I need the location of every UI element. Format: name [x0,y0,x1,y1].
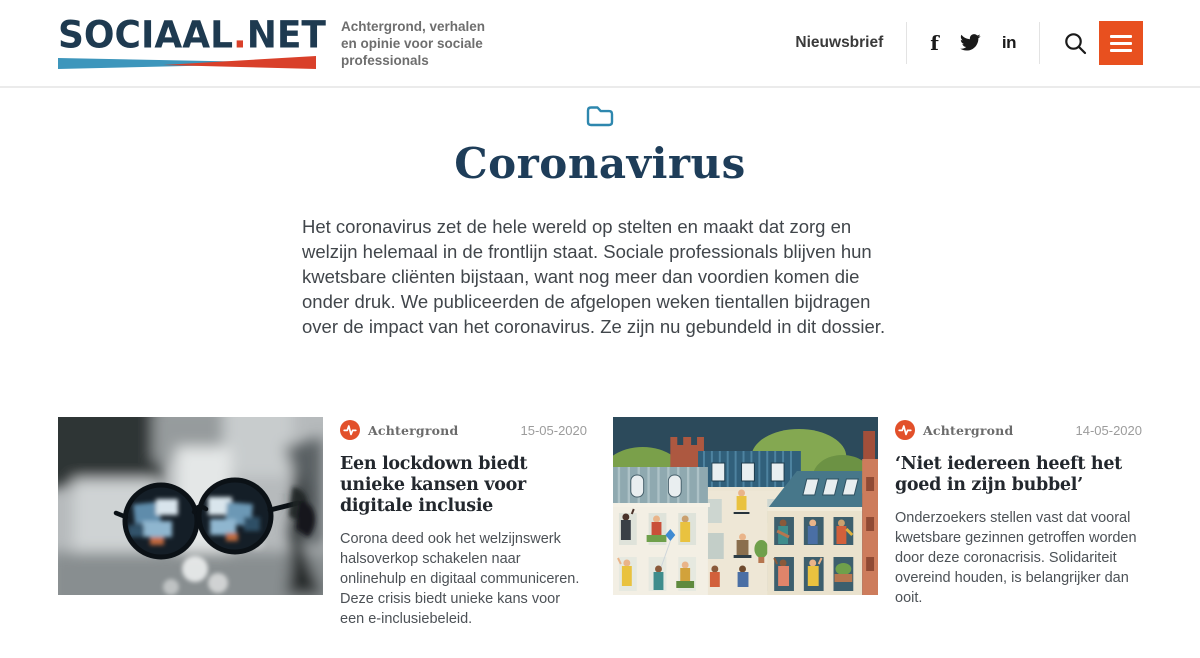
menu-icon[interactable] [1099,21,1143,65]
article-card-bubbel [613,417,1142,629]
category-label[interactable]: Achtergrond [923,422,1014,438]
article-body [895,417,1142,629]
article-meta [340,420,587,440]
category-label[interactable]: Achtergrond [368,422,459,438]
twitter-icon[interactable] [960,34,981,52]
article-meta [895,420,1142,440]
header-divider [906,22,907,64]
article-excerpt: Onderzoekers stellen vast dat vooral kwetsbare gezinnen getroffen worden door deze coronacrisis. Solidariteit overeind houden, is belangrijker dan ooit. [895,510,1137,606]
article-image-balconies-illustration[interactable] [613,417,878,595]
header-divider-2 [1039,22,1040,64]
article-title[interactable]: Een lockdown biedt unieke kansen voor digitale inclusie [340,454,528,516]
pulse-icon [340,420,360,440]
page-title: Coronavirus [454,139,746,188]
search-icon[interactable] [1063,31,1088,56]
site-header [0,0,1200,88]
site-tagline: Achtergrond, verhalen en opinie voor sociale professionals [340,18,486,68]
article-image-glasses-photo[interactable] [58,417,323,595]
dossier-intro: Het coronavirus zet de hele wereld op stelten en maakt dat zorg en welzijn helemaal in de frontlijn staat. Sociale professionals blijven hun kwetsbare cliënten bijstaan, want nog meer dan voordien komen die onder druk. We publiceerden de afgelopen weken tientallen bijdragen over de impact van het coronavirus. Ze zijn nu gebundeld in dit dossier. [302,216,886,337]
article-card-lockdown [58,417,587,629]
social-links [930,31,1016,55]
article-date: 15-05-2020 [520,422,587,438]
logo-swoosh-icon [58,56,316,69]
logo-wordmark: SOCIAAL.NET [58,13,326,57]
article-list [0,417,1200,629]
linkedin-icon[interactable]: in [1001,33,1016,52]
logo-dot: . [233,13,247,57]
article-title[interactable]: ‘Niet iedereen heeft het goed in zijn bubbel’ [895,454,1122,495]
article-date: 14-05-2020 [1075,422,1142,438]
dossier-hero [0,88,1200,339]
article-body [340,417,587,629]
facebook-icon[interactable]: f [930,31,939,55]
site-logo[interactable] [58,13,326,69]
newsletter-link[interactable]: Nieuwsbrief [795,34,884,51]
pulse-icon [895,420,915,440]
article-excerpt: Corona deed ook het welzijnswerk halsoverkop schakelen naar onlinehulp en digitaal communiceren. Deze crisis biedt unieke kans voor een e-inclusiebeleid. [340,531,580,627]
folder-icon [585,103,615,133]
